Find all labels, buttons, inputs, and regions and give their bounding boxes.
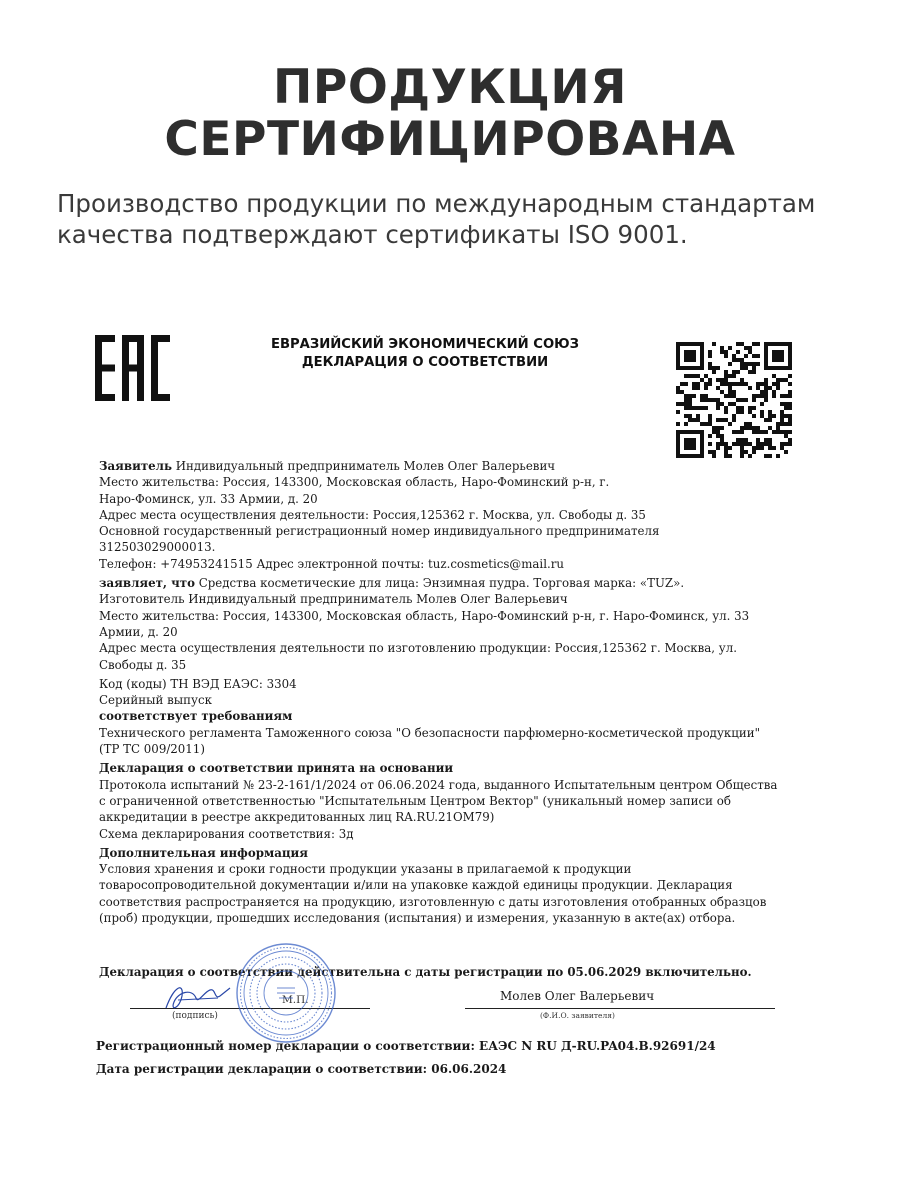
declares-line [99,575,789,591]
extra-info-line-1: Условия хранения и сроки годности продукции указаны в прилагаемой к продукции [99,862,632,877]
scheme-line: Схема декларирования соответствия: 3д [99,826,354,841]
manufacturer-residence-1: Место жительства: Россия, 143300, Московская область, Наро-Фоминский р-н, г. Наро-Фоминск, ул. 33 [99,608,750,623]
union-name: ЕВРАЗИЙСКИЙ ЭКОНОМИЧЕСКИЙ СОЮЗ [270,337,580,352]
signer-name: Молев Олег Валерьевич [500,989,655,1003]
applicant-name: Индивидуальный предприниматель Молев Олег Валерьевич [175,459,556,473]
basis-line-3: аккредитации в реестре аккредитованных лиц RA.RU.21ОМ79) [99,810,495,825]
hs-code: Код (коды) ТН ВЭД ЕАЭС: 3304 [99,676,297,691]
regulation-line-2: (ТР ТС 009/2011) [99,742,205,757]
validity-statement: Декларация о соответствии действительна с даты регистрации по 05.06.2029 включительно. [99,965,752,979]
handwritten-signature-icon [160,978,235,1018]
manufacturer-activity-1: Адрес места осуществления деятельности по изготовлению продукции: Россия,125362 г. Москва, ул. [99,641,737,656]
extra-info-label-text: Дополнительная информация [99,845,309,860]
seal-stamp-icon [235,942,337,1044]
registration-number: Регистрационный номер декларации о соответствии: ЕАЭС N RU Д-RU.PA04.B.92691/24 [96,1039,716,1053]
signer-caption: (Ф.И.О. заявителя) [540,1011,615,1020]
signature-caption: (подпись) [172,1011,218,1021]
extra-info-line-4: (проб) продукции, прошедших исследования (испытания) и измерения, указанную в акте(ах) отбора. [99,911,736,926]
declares-label: заявляет, что [99,576,195,591]
document-type: ДЕКЛАРАЦИЯ О СООТВЕТСТВИИ [301,355,549,370]
basis-line-2: с ограниченной ответственностью "Испытательным Центром Вектор" (уникальный номер записи об [99,793,731,808]
manufacturer-line: Изготовитель Индивидуальный предприниматель Молев Олег Валерьевич [99,592,568,607]
release-type: Серийный выпуск [99,693,212,708]
qr-code-icon [676,342,792,458]
complies-label [99,708,789,724]
subheadline [57,188,857,250]
manufacturer-residence-2: Армии, д. 20 [99,624,178,639]
ogrn-line-2: 312503029000013. [99,540,216,555]
headline-line-2: СЕРТИФИЦИРОВАНА [164,112,736,167]
headline [0,62,900,166]
subheadline-line-2: качества подтверждают сертификаты ISO 9001. [57,220,688,249]
eac-logo-icon [95,335,170,401]
basis-line-1: Протокола испытаний № 23-2-161/1/2024 от 06.06.2024 года, выданного Испытательным центром Общества [99,777,778,792]
extra-info-line-3: соответствия распространяется на продукцию, изготовленную с даты изготовления отобранных образцов [99,894,767,909]
applicant-residence-2: Наро-Фоминск, ул. 33 Армии, д. 20 [99,491,318,506]
extra-info-line-2: товаросопроводительной документации и/или на упаковке каждой единицы продукции. Декларация [99,878,733,893]
basis-label [99,760,789,776]
declaration-body [99,458,789,926]
name-line [465,1008,775,1009]
applicant-line [99,458,789,474]
applicant-contacts: Телефон: +74953241515 Адрес электронной почты: tuz.cosmetics@mail.ru [99,556,564,571]
registration-date: Дата регистрации декларации о соответствии: 06.06.2024 [96,1062,507,1076]
extra-info-label [99,845,789,861]
applicant-label: Заявитель [99,459,172,473]
product-name: Средства косметические для лица: Энзимная пудра. Торговая марка: «TUZ». [198,576,685,591]
ogrn-line-1: Основной государственный регистрационный номер индивидуального предпринимателя [99,524,660,539]
regulation-line-1: Технического регламента Таможенного союза "О безопасности парфюмерно-косметической продукции" [99,725,760,740]
applicant-residence-1: Место жительства: Россия, 143300, Московская область, Наро-Фоминский р-н, г. [99,475,610,490]
stamp-place-label: М.П. [282,994,309,1006]
subheadline-line-1: Производство продукции по международным стандартам [57,189,816,218]
certificate-heading [225,336,625,372]
headline-line-1: ПРОДУКЦИЯ [273,60,627,115]
manufacturer-activity-2: Свободы д. 35 [99,657,187,672]
basis-label-text: Декларация о соответствии принята на основании [99,761,454,776]
applicant-activity-address: Адрес места осуществления деятельности: Россия,125362 г. Москва, ул. Свободы д. 35 [99,507,646,522]
complies-label-text: соответствует требованиям [99,709,293,724]
